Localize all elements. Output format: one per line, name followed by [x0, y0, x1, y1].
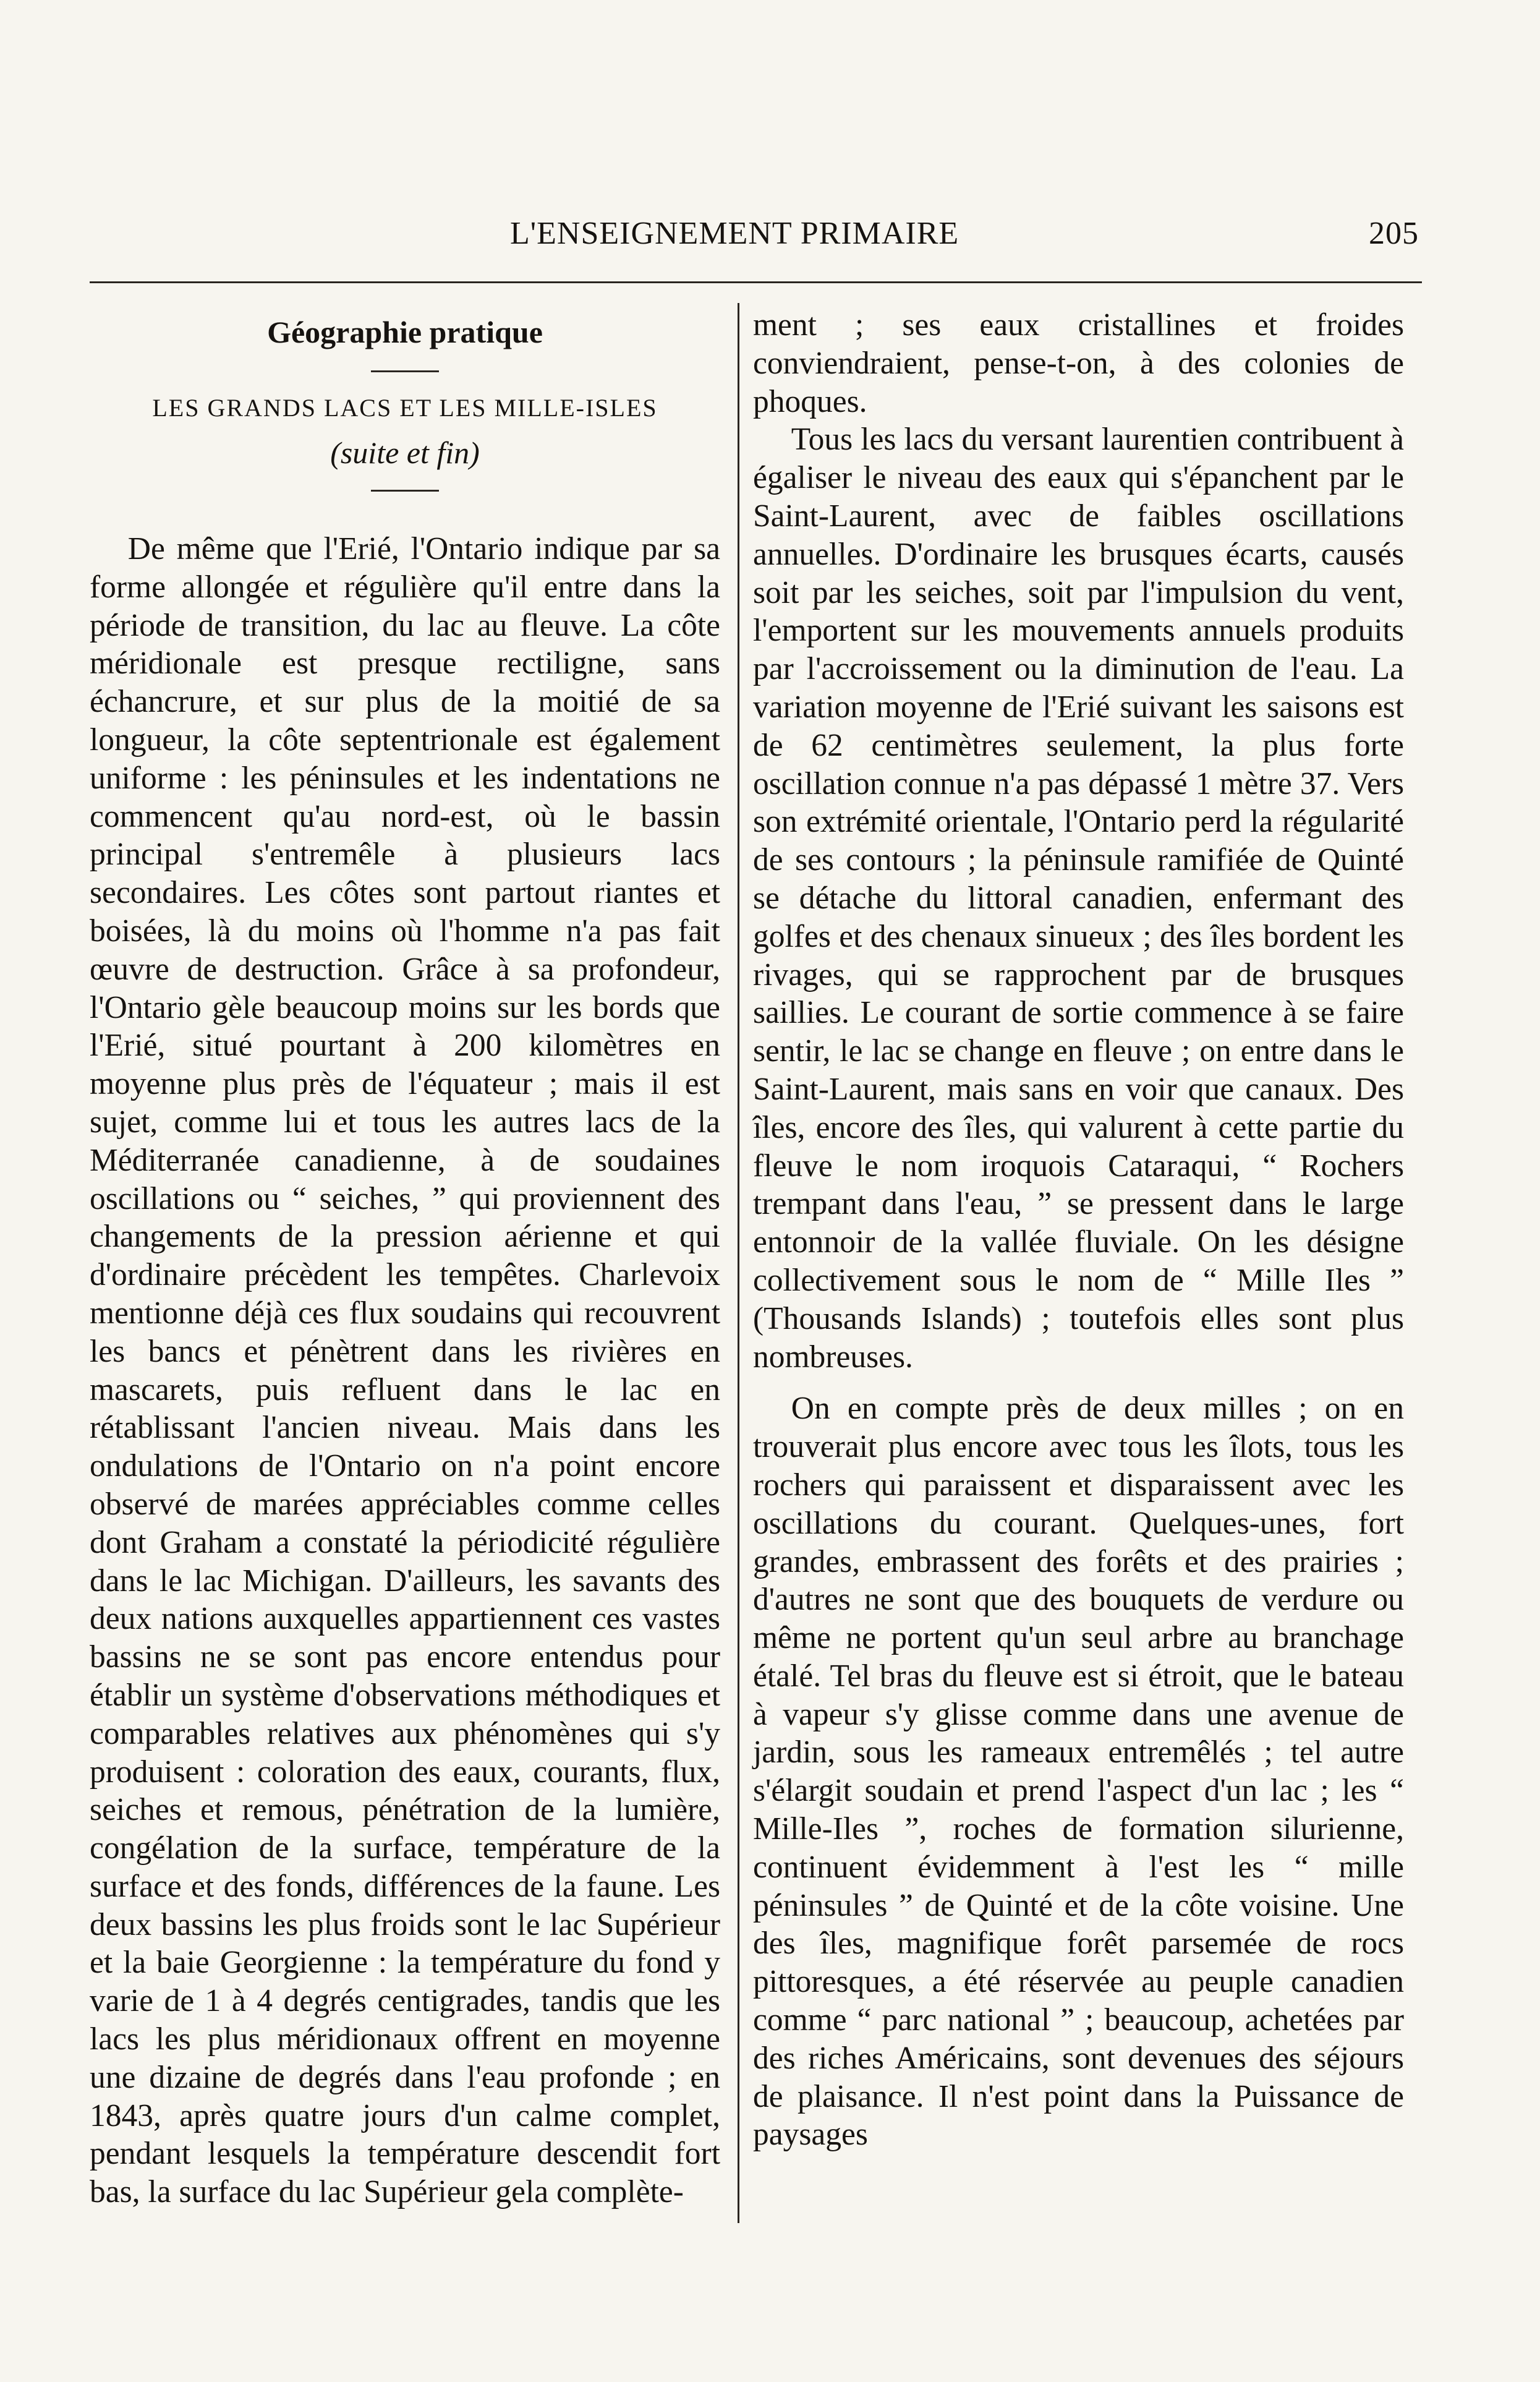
- right-column: [753, 306, 1404, 2154]
- left-column: [90, 306, 720, 2211]
- article-subtitle: LES GRANDS LACS ET LES MILLE-ISLES: [152, 394, 658, 422]
- title-rule: [371, 370, 439, 372]
- header-rule: [90, 281, 1422, 283]
- column-divider: [738, 303, 739, 2223]
- body-paragraph: Tous les lacs du versant laurentien contribuent à égaliser le niveau des eaux qui s'épanchent par le Saint-Laurent, avec de faibles oscillations annuelles. D'ordinaire les brusques écarts, causés soit par les seiches, soit par l'impulsion du vent, l'emportent sur les mouvements annuels produits par l'accroissement ou la diminution de l'eau. La variation moyenne de l'Erié suivant les saisons est de 62 centimètres seulement, la plus forte oscillation connue n'a pas dépassé 1 mètre 37. Vers son extrémité orientale, l'Ontario perd la régularité de ses contours ; la péninsule ramifiée de Quinté se détache du littoral canadien, enfermant des golfes et des chenaux sinueux ; des îles bordent les rivages, qui se rapprochent par de brusques saillies. Le courant de sortie commence à se faire sentir, le lac se change en fleuve ; on entre dans le Saint-Laurent, mais sans en voir que canaux. Des îles, encore des îles, qui valurent à cette partie du fleuve le nom iroquois Cataraqui, “ Rochers trempant dans l'eau, ” se pressent dans le large entonnoir de la vallée fluviale. On les désigne collectivement sous le nom de “ Mille Iles ” (Thousands Islands) ; toutefois elles sont plus nombreuses.: [753, 422, 1404, 1375]
- section-title: Géographie pratique: [267, 315, 543, 349]
- running-header: [90, 215, 1419, 265]
- body-paragraph: On en compte près de deux milles ; on en trouverait plus encore avec tous les îlots, tous les rochers qui paraissent et disparaissent avec les oscillations du courant. Quelques-unes, fort grandes, embrassent des forêts et des prairies ; d'autres ne sont que des bouquets de verdure ou même ne portent qu'un seul arbre au branchage étalé. Tel bras du fleuve est si étroit, que le bateau à vapeur s'y glisse comme dans une avenue de jardin, sous les rameaux entremêlés ; tel autre s'élargit soudain et prend l'aspect d'un lac ; les “ Mille-Iles ”, roches de formation silurienne, continuent évidemment à l'est les “ mille péninsules ” de Quinté et de la côte voisine. Une des îles, magnifique forêt parsemée de rocs pittoresques, a été réservée au peuple canadien comme “ parc national ” ; beaucoup, achetées par des riches Américains, sont devenues des séjours de plaisance. Il n'est point dans la Puissance de paysages: [753, 1391, 1404, 2153]
- page-number: 205: [1369, 216, 1419, 251]
- subtitle-rule: [371, 490, 439, 492]
- article-note: (suite et fin): [330, 435, 480, 470]
- body-paragraph: ment ; ses eaux cristallines et froides conviendraient, pense-t-on, à des colonies de phoques.: [753, 307, 1404, 419]
- running-title: L'ENSEIGNEMENT PRIMAIRE: [510, 216, 959, 251]
- body-paragraph: De même que l'Erié, l'Ontario indique par sa forme allongée et régulière qu'il entre dans la période de transition, du lac au fleuve. La côte méridionale est presque rectiligne, sans échancrure, et sur plus de la moitié de sa longueur, la côte septentrionale est également uniforme : les péninsules et les indentations ne commencent qu'au nord-est, où le bassin principal s'entremêle à plusieurs lacs secondaires. Les côtes sont partout riantes et boisées, là du moins où l'homme n'a pas fait œuvre de destruction. Grâce à sa profondeur, l'Ontario gèle beaucoup moins sur les bords que l'Erié, situé pourtant à 200 kilomètres en moyenne plus près de l'équateur ; mais il est sujet, comme lui et tous les autres lacs de la Méditerranée canadienne, à de soudaines oscillations ou “ seiches, ” qui proviennent des changements de la pression aérienne et qui d'ordinaire précèdent les tempêtes. Charlevoix mentionne déjà ces flux soudains qui recouvrent les bancs et pénètrent dans les rivières en mascarets, puis refluent dans le lac en rétablissant l'ancien niveau. Mais dans les ondulations de l'Ontario on n'a point encore observé de marées appréciables comme celles dont Graham a constaté la périodicité régulière dans le lac Michigan. D'ailleurs, les savants des deux nations auxquelles appartiennent ces vastes bassins ne se sont pas encore entendus pour établir un système d'observations méthodiques et comparables relatives aux phénomènes qui s'y produisent : coloration des eaux, courants, flux, seiches et remous, pénétration de la lumière, congélation de la surface, température de la surface et des fonds, différences de la faune. Les deux bassins les plus froids sont le lac Supérieur et la baie Georgienne : la température du fond y varie de 1 à 4 degrés centigrades, tandis que les lacs les plus méridionaux offrent en moyenne une dizaine de degrés dans l'eau profonde ; en 1843, après quatre jours d'un calme complet, pendant lesquels la température descendit fort bas, la surface du lac Supérieur gela complète-: [90, 531, 720, 2210]
